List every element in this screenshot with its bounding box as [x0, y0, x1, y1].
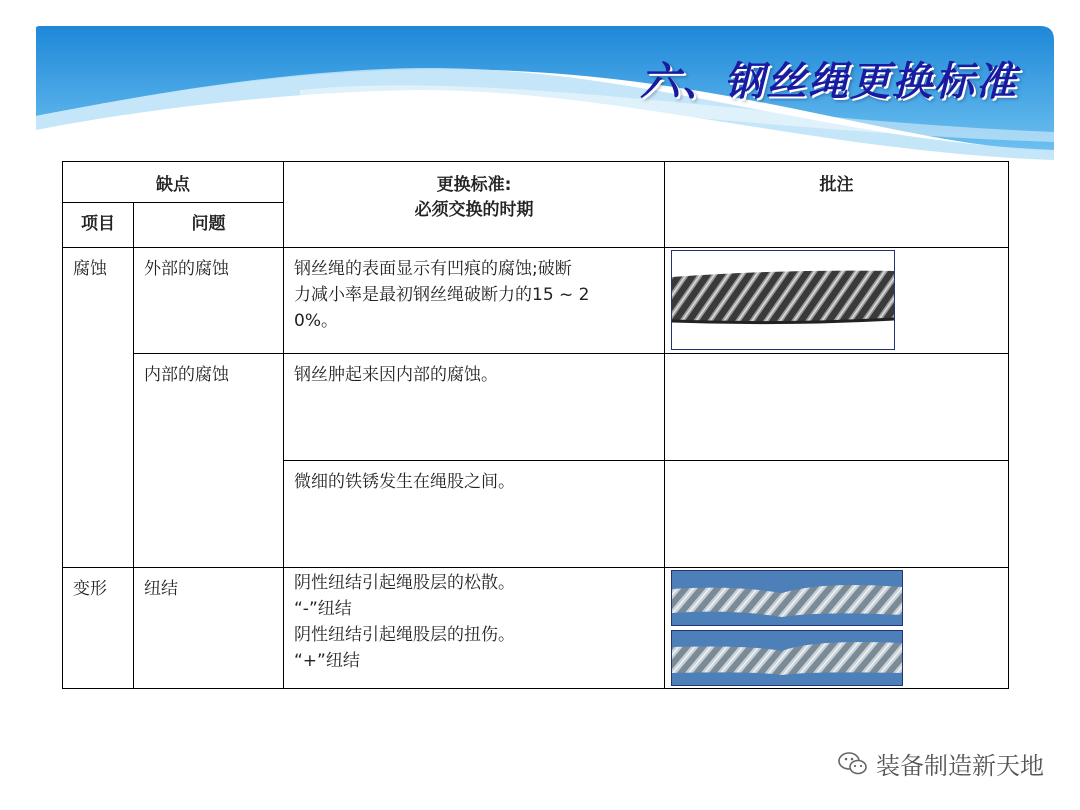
wechat-icon	[838, 751, 868, 777]
standard-line: 阴性纽结引起绳股层的扭伤。	[294, 625, 515, 645]
note-cell	[665, 248, 1009, 354]
negative-kink-rope-image	[671, 570, 903, 626]
standard-line: “-”纽结	[294, 599, 352, 619]
note-cell	[665, 568, 1009, 689]
table-row	[63, 248, 1009, 354]
standard-line: 钢丝肿起来因内部的腐蚀。	[294, 365, 498, 385]
standard-cell	[284, 461, 665, 568]
corroded-rope-image	[671, 250, 895, 350]
standard-line: 钢丝绳的表面显示有凹痕的腐蚀;破断	[294, 259, 572, 279]
note-cell	[665, 354, 1009, 461]
standard-header	[284, 162, 665, 248]
item-header: 项目	[63, 203, 134, 248]
note-cell	[665, 461, 1009, 568]
item-cell: 腐蚀	[63, 248, 134, 568]
footer-label: 装备制造新天地	[876, 752, 1044, 780]
standard-cell	[284, 568, 665, 689]
note-header: 批注	[665, 162, 1009, 248]
standard-header-line2: 必须交换的时期	[414, 200, 534, 220]
standard-header-line1: 更换标准:	[436, 175, 512, 195]
standard-line: 阴性纽结引起绳股层的松散。	[294, 573, 515, 593]
standard-line: 微细的铁锈发生在绳股之间。	[294, 472, 515, 492]
replacement-standard-table	[62, 161, 1009, 689]
standard-line: 0%。	[294, 311, 338, 331]
problem-cell: 内部的腐蚀	[134, 354, 284, 568]
standard-cell	[284, 354, 665, 461]
table-row	[63, 568, 1009, 689]
standard-line: “+”纽结	[294, 651, 360, 671]
problem-cell: 纽结	[134, 568, 284, 689]
positive-kink-rope-image	[671, 630, 903, 686]
table-row	[63, 354, 1009, 461]
standard-cell	[284, 248, 665, 354]
slide-title: 六、钢丝绳更换标准	[640, 59, 1018, 105]
footer-watermark	[838, 746, 1044, 781]
problem-cell: 外部的腐蚀	[134, 248, 284, 354]
defect-header: 缺点	[63, 162, 284, 203]
item-cell: 变形	[63, 568, 134, 689]
problem-header: 问题	[134, 203, 284, 248]
standard-line: 力减小率是最初钢丝绳破断力的15 ~ 2	[294, 285, 590, 305]
